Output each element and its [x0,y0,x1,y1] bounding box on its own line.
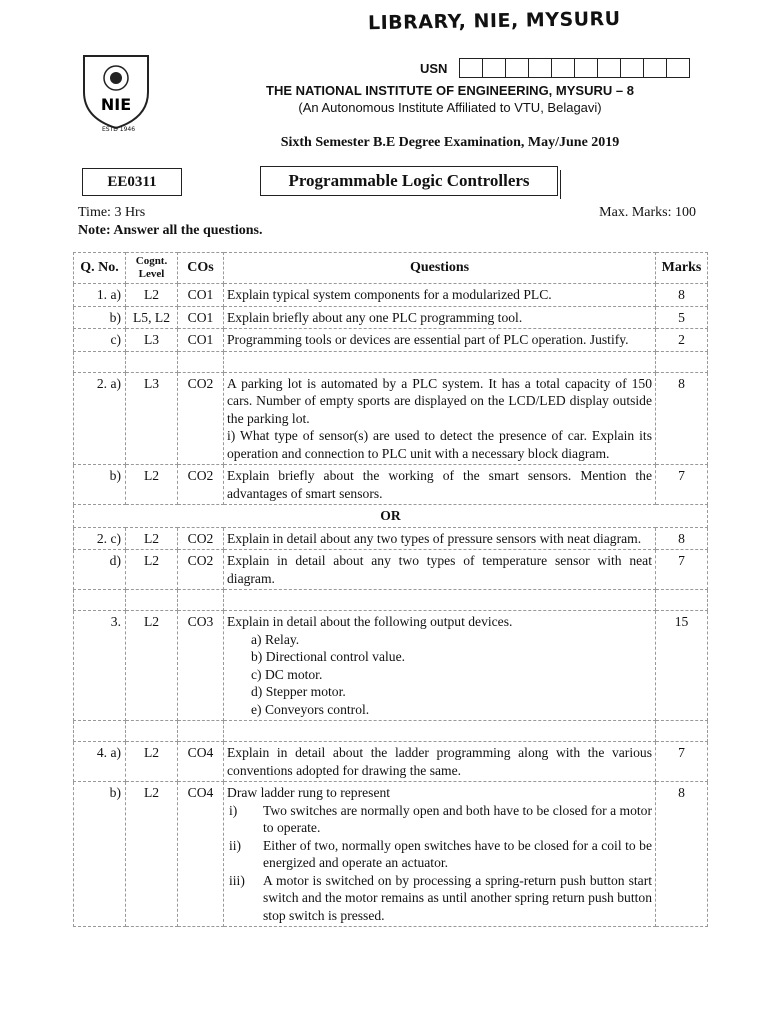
table-cell [126,351,178,372]
table-cell: 15 [656,611,708,721]
header-marks: Marks [656,253,708,284]
institute-logo [80,52,152,132]
table-row [74,372,708,465]
or-label: OR [74,505,708,528]
table-cell [178,721,224,742]
table-cell: c) [74,329,126,352]
usn-boxes [459,58,690,78]
table-cell [224,372,656,465]
table-cell: CO3 [178,611,224,721]
table-row [74,306,708,329]
table-cell: 7 [656,465,708,505]
table-cell [656,721,708,742]
table-cell: 2. c) [74,527,126,550]
table-cell: Explain briefly about the working of the smart sensors. Mention the advantages of smart sensors. [224,465,656,505]
table-cell [74,721,126,742]
table-cell: 7 [656,550,708,590]
table-cell: 8 [656,527,708,550]
list-item: c) DC motor. [251,666,323,682]
header-questions: Questions [224,253,656,284]
table-cell: 2. a) [74,372,126,465]
table-cell [224,721,656,742]
table-cell [224,782,656,927]
table-cell: L3 [126,372,178,465]
table-cell: L2 [126,782,178,927]
table-cell: CO1 [178,284,224,307]
table-cell: 5 [656,306,708,329]
question-text: Explain in detail about the following output devices. [227,614,513,629]
table-cell: 3. [74,611,126,721]
max-marks: Max. Marks: 100 [599,205,696,220]
exam-title: Sixth Semester B.E Degree Examination, May/June 2019 [280,135,620,150]
table-cell: 8 [656,372,708,465]
exam-duration: Time: 3 Hrs [78,205,146,220]
table-cell: d) [74,550,126,590]
table-row [74,527,708,550]
table-cell: L2 [126,527,178,550]
list-item: ii) Either of two, normally open switches have to be closed for a coil to be energized and operate an actuator. [229,837,652,870]
table-cell [224,351,656,372]
header-cos: COs [178,253,224,284]
institute-name: THE NATIONAL INSTITUTE OF ENGINEERING, MYSURU – 8 [266,83,634,98]
table-cell: Explain in detail about the ladder programming along with the various conventions adopted for drawing the same. [224,742,656,782]
table-row [74,329,708,352]
table-cell: 8 [656,284,708,307]
table-cell [178,590,224,611]
course-code: EE0311 [82,168,182,196]
table-row [74,742,708,782]
table-cell [656,351,708,372]
table-cell: L2 [126,465,178,505]
table-cell: Programming tools or devices are essential part of PLC operation. Justify. [224,329,656,352]
usn-label: USN [420,60,448,76]
list-item: iii) A motor is switched on by processing a spring-return push button start switch and the motor remains as until another spring return push button stop switch is pressed. [229,872,652,923]
or-row [74,505,708,528]
list-item: b) Directional control value. [251,649,406,664]
table-cell: L2 [126,550,178,590]
header-cognt: Cognt. Level [126,253,178,284]
question-text: A parking lot is automated by a PLC system. It has a total capacity of 150 cars. Number of empty sports are displayed on the LCD/LED display outside the parking lot. [227,375,652,426]
table-cell: 7 [656,742,708,782]
library-stamp: LIBRARY, NIE, MYSURU [367,7,621,35]
table-cell [224,590,656,611]
table-row [74,782,708,927]
table-cell: 4. a) [74,742,126,782]
table-header [74,253,708,284]
table-cell [224,611,656,721]
table-cell [74,590,126,611]
table-cell: L5, L2 [126,306,178,329]
table-row [74,550,708,590]
table-cell: L2 [126,284,178,307]
list-item: i) Two switches are normally open and both have to be closed for a motor to operate. [229,802,653,835]
list-item: e) Conveyors control. [251,701,370,717]
table-cell: L2 [126,611,178,721]
table-row [74,284,708,307]
usn-field [420,58,690,78]
table-cell: CO1 [178,306,224,329]
table-cell: CO2 [178,465,224,505]
table-cell: Explain in detail about any two types of temperature sensor with neat diagram. [224,550,656,590]
table-cell: L3 [126,329,178,352]
table-cell: 2 [656,329,708,352]
table-row [74,611,708,721]
logo-text: NIE [100,95,132,114]
table-cell: Explain typical system components for a modularized PLC. [224,284,656,307]
table-cell [656,590,708,611]
table-cell: CO1 [178,329,224,352]
subject-title: Programmable Logic Controllers [260,166,558,196]
header-qno: Q. No. [74,253,126,284]
exam-note: Note: Answer all the questions. [78,223,263,238]
questions-table [73,252,708,927]
table-cell [126,721,178,742]
table-cell: Explain in detail about any two types of pressure sensors with neat diagram. [224,527,656,550]
table-cell: CO2 [178,527,224,550]
table-cell: CO2 [178,372,224,465]
table-cell: b) [74,782,126,927]
table-cell [126,590,178,611]
table-cell: L2 [126,742,178,782]
question-text: Draw ladder rung to represent [227,785,391,800]
institute-affiliation: (An Autonomous Institute Affiliated to VTU, Belagavi) [298,100,602,115]
logo-estd: ESTD 1946 [102,126,136,133]
table-cell: b) [74,306,126,329]
list-item: a) Relay. [251,631,300,647]
table-cell: 1. a) [74,284,126,307]
table-row [74,465,708,505]
table-cell: CO4 [178,782,224,927]
table-cell: 8 [656,782,708,927]
question-subpart: i) What type of sensor(s) are used to detect the presence of car. Explain its operation and connection to PLC unit with a necessary block diagram. [227,428,652,461]
table-cell [178,351,224,372]
table-cell: CO2 [178,550,224,590]
table-cell: CO4 [178,742,224,782]
table-cell: Explain briefly about any one PLC programming tool. [224,306,656,329]
list-item: d) Stepper motor. [251,684,346,699]
table-cell [74,351,126,372]
table-cell: b) [74,465,126,505]
